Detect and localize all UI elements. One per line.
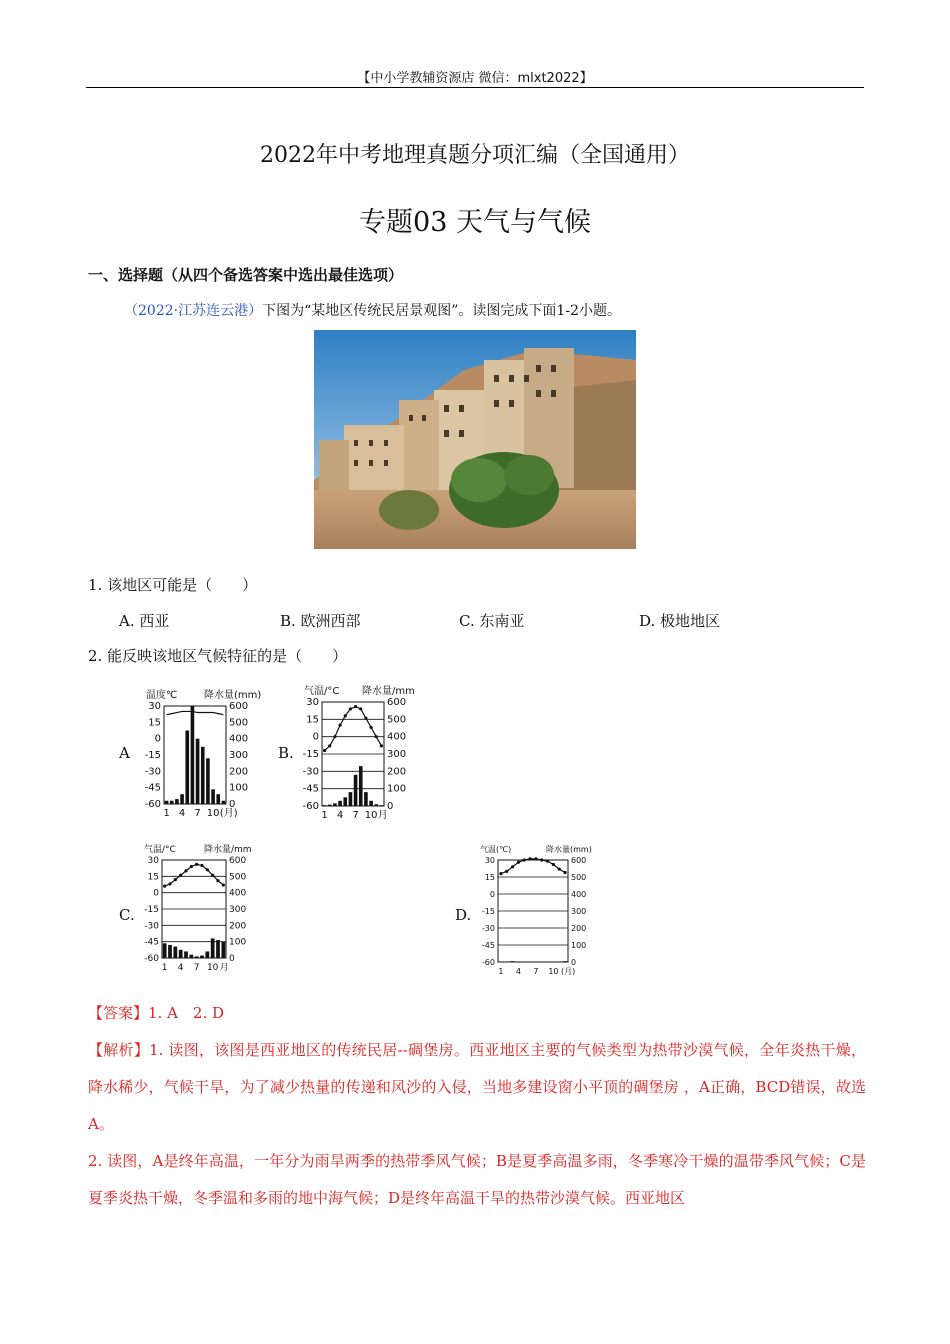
dwelling-photo: [314, 330, 636, 549]
temperature-point: [179, 874, 182, 877]
precip-bar: [196, 739, 200, 804]
q1-option-b[interactable]: B. 欧洲西部: [280, 612, 361, 630]
precip-tick-label: 100: [229, 782, 249, 794]
climate-chart-c: [134, 840, 264, 980]
header-divider: [86, 87, 864, 88]
precip-bar: [175, 799, 179, 804]
temperature-point: [552, 863, 555, 866]
temperature-point: [499, 872, 502, 875]
precip-tick-label: 300: [571, 907, 587, 916]
intro-text: 下图为“某地区传统民居景观图”。读图完成下面1-2小题。: [262, 303, 621, 319]
precip-bar: [369, 801, 373, 806]
precip-bar: [211, 938, 215, 958]
precip-bar: [205, 951, 209, 958]
precip-bar: [354, 775, 358, 806]
precip-tick-label: 200: [387, 766, 407, 778]
month-tick-label: 10: [548, 967, 559, 975]
precip-tick-label: 600: [229, 856, 247, 866]
precip-bar: [185, 731, 189, 805]
precip-bar: [333, 803, 337, 806]
month-tick-label: 1: [498, 967, 504, 975]
precip-bar: [328, 805, 332, 806]
temp-tick-label: 15: [306, 714, 319, 726]
precip-bar: [364, 792, 368, 806]
precip-tick-label: 400: [571, 890, 587, 899]
temp-tick-label: -60: [481, 958, 495, 967]
precip-bar: [206, 758, 210, 804]
temp-tick-label: 15: [148, 717, 161, 729]
temperature-point: [163, 885, 166, 888]
precip-bar: [180, 794, 184, 804]
temp-tick-label: -30: [481, 924, 495, 933]
section-heading: 一、选择题（从四个备选答案中选出最佳选项）: [88, 266, 404, 284]
climate-chart-d: [470, 840, 615, 975]
analysis-paragraph-2: 2. 读图，A是终年高温，一年分为雨旱两季的热带季风气候；B是夏季高温多雨，冬季寒冷干燥的温带季风气候；C是夏季炎热干燥，冬季温和多雨的地中海气候；D是终年高温干旱的热带沙漠气候。西亚地区: [88, 1152, 866, 1207]
q1-option-a[interactable]: A. 西亚: [119, 612, 170, 630]
precip-tick-label: 100: [571, 941, 587, 950]
question-source: （2022·江苏连云港）: [124, 303, 263, 319]
temperature-point: [534, 857, 537, 860]
climate-chart-a: [134, 682, 274, 822]
temperature-line: [325, 707, 382, 751]
temp-tick-label: -30: [144, 766, 161, 778]
temperature-point: [528, 857, 531, 860]
temperature-point: [523, 858, 526, 861]
month-tick-label: 10: [206, 808, 220, 819]
temp-tick-label: 0: [312, 731, 319, 743]
precip-tick-label: 500: [387, 714, 407, 726]
precip-axis-label: 降水量/mm: [204, 845, 252, 855]
temperature-point: [216, 879, 219, 882]
temp-axis-label: 气温(℃): [480, 845, 512, 854]
temperature-point: [546, 860, 549, 863]
temp-tick-label: 15: [147, 872, 159, 883]
precip-tick-label: 300: [387, 749, 407, 760]
temperature-point: [558, 867, 561, 870]
month-tick-label: 1: [161, 963, 168, 973]
temp-tick-label: 0: [153, 888, 159, 899]
temp-tick-label: -15: [144, 905, 159, 915]
temperature-point: [328, 744, 331, 747]
question-intro: [124, 300, 621, 320]
temp-tick-label: -30: [302, 766, 319, 778]
precip-tick-label: 100: [387, 783, 407, 795]
temp-tick-label: -45: [144, 937, 159, 948]
temperature-point: [206, 868, 209, 871]
temp-axis-label: 温度℃: [146, 690, 178, 701]
precip-axis-label: 降水量/mm: [362, 686, 415, 697]
precip-bar: [359, 766, 363, 806]
precip-bar: [173, 947, 177, 958]
temperature-point: [359, 707, 362, 710]
temperature-point: [344, 714, 347, 717]
precip-tick-label: 300: [229, 905, 247, 915]
precip-tick-label: 400: [229, 888, 247, 899]
precip-tick-label: 600: [571, 856, 587, 865]
temp-axis-label: 气温/°C: [304, 686, 340, 697]
temp-tick-label: -15: [302, 749, 319, 760]
temperature-point: [200, 864, 203, 867]
precip-tick-label: 200: [571, 924, 587, 933]
temp-axis-label: 气温/°C: [144, 845, 176, 855]
chart-b-letter[interactable]: B.: [278, 744, 294, 762]
precip-bar: [179, 950, 183, 958]
question-1: 1. 该地区可能是（ ）: [88, 576, 258, 594]
temp-tick-label: 30: [147, 856, 159, 866]
precip-bar: [201, 747, 205, 804]
temperature-point: [184, 869, 187, 872]
chart-c-letter[interactable]: C.: [119, 906, 135, 924]
temperature-point: [333, 735, 336, 738]
precip-axis-label: 降水量(mm): [546, 845, 592, 854]
precip-tick-label: 600: [229, 701, 249, 712]
temperature-point: [338, 724, 341, 727]
precip-bar: [221, 942, 225, 958]
precip-bar: [323, 805, 327, 806]
temperature-point: [505, 870, 508, 873]
page-header: 【中小学教辅资源店 微信：mlxt2022】: [357, 71, 593, 86]
temperature-point: [511, 865, 514, 868]
precip-bar: [374, 804, 378, 806]
precip-bar: [211, 789, 215, 804]
temperature-line: [167, 711, 224, 714]
temperature-point: [563, 871, 566, 874]
precip-tick-label: 300: [229, 750, 249, 761]
precip-bar: [195, 956, 199, 958]
precip-bar: [189, 955, 193, 958]
month-tick-label: 4: [177, 963, 184, 973]
document-title: 2022年中考地理真题分项汇编（全国通用）: [260, 143, 690, 168]
month-axis-label: (月): [219, 808, 238, 819]
precip-bar: [168, 945, 172, 958]
temp-tick-label: 30: [306, 697, 319, 708]
month-axis-label: (月): [561, 967, 576, 975]
temp-tick-label: -30: [144, 921, 159, 932]
temp-tick-label: -45: [481, 941, 495, 950]
precip-tick-label: 0: [229, 799, 236, 810]
analysis-paragraph-1: 【解析】1. 读图，该图是西亚地区的传统民居--碉堡房。西亚地区主要的气候类型为热带沙漠气候，全年炎热干燥，降水稀少，气候干旱，为了减少热量的传递和风沙的入侵，当地多建设窗小平顶的碉堡房 ，A正确，BCD错误，故选A。: [88, 1041, 866, 1133]
precip-bar: [165, 801, 169, 804]
precip-bar: [191, 706, 195, 804]
temperature-point: [375, 735, 378, 738]
precip-tick-label: 0: [571, 958, 577, 967]
precip-tick-label: 500: [571, 873, 587, 882]
temp-tick-label: -60: [144, 954, 159, 964]
chart-a-letter[interactable]: A: [119, 744, 130, 762]
temp-tick-label: -15: [481, 907, 495, 916]
temperature-point: [354, 705, 357, 708]
temp-tick-label: -45: [144, 782, 161, 794]
precip-bar: [563, 961, 567, 962]
temp-tick-label: 0: [489, 890, 495, 899]
chart-frame: [164, 706, 226, 804]
temp-tick-label: 15: [484, 873, 495, 882]
temperature-point: [211, 874, 214, 877]
temperature-point: [380, 744, 383, 747]
precip-bar: [216, 940, 220, 958]
month-axis-label: 月: [377, 810, 388, 821]
precip-bar: [380, 805, 384, 806]
temperature-point: [364, 717, 367, 720]
month-tick-label: 7: [352, 810, 359, 821]
month-axis-label: 月: [219, 963, 229, 973]
temperature-point: [517, 861, 520, 864]
month-tick-label: 10: [364, 810, 378, 821]
precip-bar: [557, 961, 561, 962]
temp-tick-label: 0: [154, 733, 161, 745]
precip-tick-label: 400: [229, 733, 249, 745]
temperature-point: [168, 882, 171, 885]
temp-tick-label: -45: [302, 783, 319, 795]
temperature-point: [190, 865, 193, 868]
q1-option-c[interactable]: C. 东南亚: [459, 612, 525, 630]
precip-tick-label: 200: [229, 766, 249, 778]
month-tick-label: 4: [515, 967, 521, 975]
temp-tick-label: -60: [144, 799, 161, 810]
precip-bar: [216, 794, 220, 804]
precip-bar: [163, 943, 167, 958]
precip-bar: [343, 797, 347, 806]
temperature-point: [349, 707, 352, 710]
temp-tick-label: -60: [302, 801, 319, 812]
month-tick-label: 10: [206, 963, 219, 973]
precip-bar: [338, 801, 342, 806]
precip-tick-label: 600: [387, 697, 407, 708]
temperature-point: [222, 883, 225, 886]
chart-d-letter[interactable]: D.: [455, 906, 472, 924]
precip-tick-label: 400: [387, 731, 407, 743]
temperature-line: [165, 864, 224, 886]
precip-bar: [222, 801, 226, 804]
temp-tick-label: 30: [148, 701, 161, 712]
precip-bar: [349, 792, 353, 806]
precip-bar: [200, 956, 204, 958]
month-tick-label: 4: [178, 808, 186, 819]
precip-bar: [184, 951, 188, 958]
precip-bar: [499, 961, 503, 962]
temperature-point: [195, 863, 198, 866]
answer-line: 【答案】1. A 2. D: [88, 1004, 225, 1022]
climate-chart-b: [292, 680, 422, 825]
temperature-point: [174, 878, 177, 881]
precip-tick-label: 500: [229, 872, 247, 883]
precip-tick-label: 0: [229, 954, 235, 964]
month-tick-label: 7: [193, 963, 200, 973]
precip-tick-label: 500: [229, 717, 249, 729]
q1-option-d[interactable]: D. 极地地区: [639, 612, 721, 630]
month-tick-label: 1: [321, 810, 328, 821]
temperature-point: [540, 858, 543, 861]
precip-axis-label: 降水量(mm): [204, 690, 262, 701]
temperature-line: [501, 859, 565, 874]
precip-tick-label: 0: [387, 801, 394, 812]
question-2: 2. 能反映该地区气候特征的是（ ）: [88, 647, 348, 665]
month-tick-label: 1: [163, 808, 170, 819]
precip-bar: [511, 961, 515, 962]
temp-tick-label: -15: [144, 750, 161, 761]
precip-bar: [170, 801, 174, 804]
precip-bar: [505, 961, 509, 962]
document-subtitle: 专题03 天气与气候: [359, 207, 591, 238]
temp-tick-label: 30: [484, 856, 495, 865]
temperature-point: [369, 726, 372, 729]
month-tick-label: 7: [194, 808, 201, 819]
precip-tick-label: 100: [229, 937, 247, 948]
temperature-point: [323, 749, 326, 752]
month-tick-label: 7: [533, 967, 539, 975]
precip-bar: [516, 961, 520, 962]
precip-tick-label: 200: [229, 921, 247, 932]
month-tick-label: 4: [336, 810, 344, 821]
